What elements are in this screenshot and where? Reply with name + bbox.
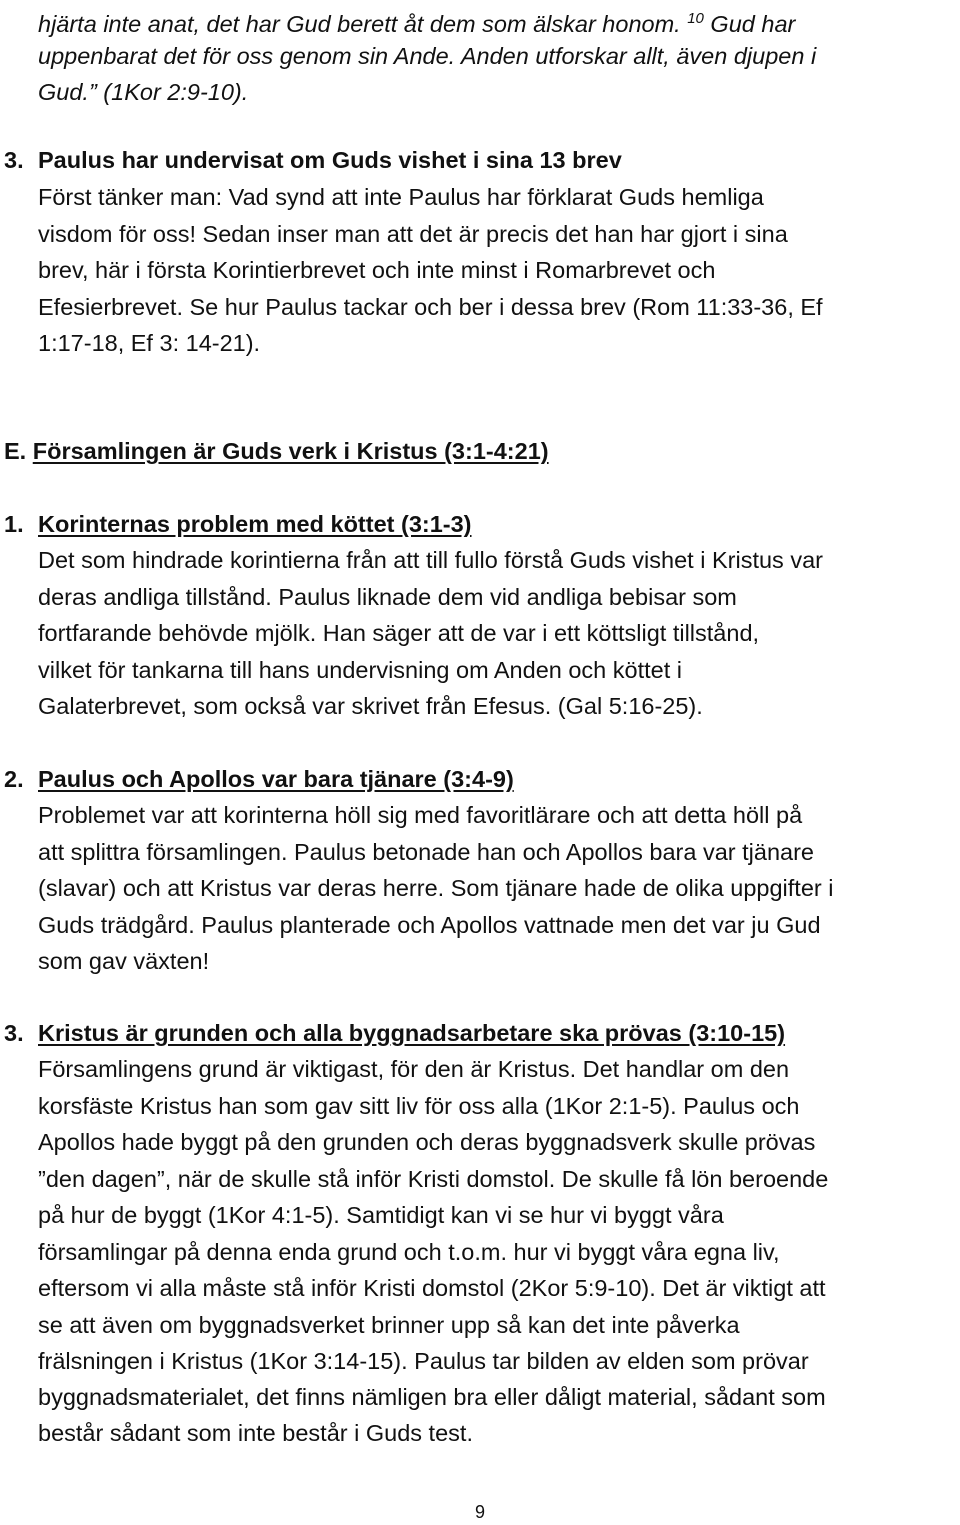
body-line: fortfarande behövde mjölk. Han säger att de var i ett köttsligt tillstånd, bbox=[38, 620, 760, 646]
body-line: Det som hindrade korintierna från att till fullo förstå Guds vishet i Kristus var bbox=[38, 547, 823, 573]
body-line: byggnadsmaterialet, det finns nämligen bra eller dåligt material, sådant som bbox=[38, 1384, 826, 1410]
chapter-letter: E. bbox=[4, 438, 33, 464]
quote-text: hjärta inte anat, det har Gud berett åt dem som älskar honom. bbox=[38, 11, 688, 37]
item-number: 2. bbox=[4, 766, 24, 792]
item-heading: Korinternas problem med köttet (3:1-3) bbox=[38, 511, 472, 537]
item-number: 3. bbox=[4, 1020, 24, 1046]
body-line: församlingar på denna enda grund och t.o.m. hur vi byggt våra egna liv, bbox=[38, 1239, 780, 1265]
body-line: Församlingens grund är viktigast, för den är Kristus. Det handlar om den bbox=[38, 1056, 790, 1082]
body-line: korsfäste Kristus han som gav sitt liv för oss alla (1Kor 2:1-5). Paulus och bbox=[38, 1093, 800, 1119]
quote-line: Gud.” (1Kor 2:9-10). bbox=[38, 79, 249, 105]
body-line: Apollos hade byggt på den grunden och deras byggnadsverk skulle prövas bbox=[38, 1129, 816, 1155]
item-heading: Kristus är grunden och alla byggnadsarbetare ska prövas (3:10-15) bbox=[38, 1020, 786, 1046]
body-line: som gav växten! bbox=[38, 948, 210, 974]
body-line: Först tänker man: Vad synd att inte Paulus har förklarat Guds hemliga bbox=[38, 184, 764, 210]
body-line: eftersom vi alla måste stå inför Kristi domstol (2Kor 5:9-10). Det är viktigt att bbox=[38, 1275, 826, 1301]
body-line: består sådant som inte består i Guds test. bbox=[38, 1420, 473, 1446]
chapter-title: Församlingen är Guds verk i Kristus (3:1-4:21) bbox=[32, 438, 549, 464]
body-line: Guds trädgård. Paulus planterade och Apollos vattnade men det var ju Gud bbox=[38, 912, 821, 938]
item-number: 1. bbox=[4, 511, 24, 537]
body-line: att splittra församlingen. Paulus betonade han och Apollos bara var tjänare bbox=[38, 839, 814, 865]
body-line: brev, här i första Korintierbrevet och inte minst i Romarbrevet och bbox=[38, 257, 716, 283]
body-line: Galaterbrevet, som också var skrivet från Efesus. (Gal 5:16-25). bbox=[38, 693, 703, 719]
verse-number: 10 bbox=[687, 10, 704, 27]
quote-text: Gud har bbox=[703, 11, 796, 37]
quote-line: uppenbarat det för oss genom sin Ande. Anden utforskar allt, även djupen i bbox=[38, 43, 817, 69]
body-line: vilket för tankarna till hans undervisning om Anden och köttet i bbox=[38, 657, 683, 683]
body-line: se att även om byggnadsverket brinner upp så kan det inte påverka bbox=[38, 1312, 740, 1338]
body-line: Problemet var att korinterna höll sig med favoritlärare och att detta höll på bbox=[38, 802, 803, 828]
body-line: Efesierbrevet. Se hur Paulus tackar och ber i dessa brev (Rom 11:33-36, Ef bbox=[38, 294, 823, 320]
chapter-heading bbox=[4, 436, 549, 466]
body-line: visdom för oss! Sedan inser man att det är precis det han har gjort i sina bbox=[38, 221, 788, 247]
body-line: frälsningen i Kristus (1Kor 3:14-15). Paulus tar bilden av elden som prövar bbox=[38, 1348, 809, 1374]
body-line: på hur de byggt (1Kor 4:1-5). Samtidigt kan vi se hur vi byggt våra bbox=[38, 1202, 724, 1228]
body-line: ”den dagen”, när de skulle stå inför Kristi domstol. De skulle få lön beroende bbox=[38, 1166, 829, 1192]
body-line: 1:17-18, Ef 3: 14-21). bbox=[38, 330, 261, 356]
body-line: deras andliga tillstånd. Paulus liknade dem vid andliga bebisar som bbox=[38, 584, 737, 610]
item-heading: Paulus och Apollos var bara tjänare (3:4-9) bbox=[38, 766, 514, 792]
page-number: 9 bbox=[474, 1502, 485, 1522]
body-line: (slavar) och att Kristus var deras herre. Som tjänare hade de olika uppgifter i bbox=[38, 875, 834, 901]
quote-line bbox=[38, 4, 795, 39]
section-number: 3. bbox=[4, 147, 24, 173]
section-heading: Paulus har undervisat om Guds vishet i sina 13 brev bbox=[38, 147, 622, 173]
